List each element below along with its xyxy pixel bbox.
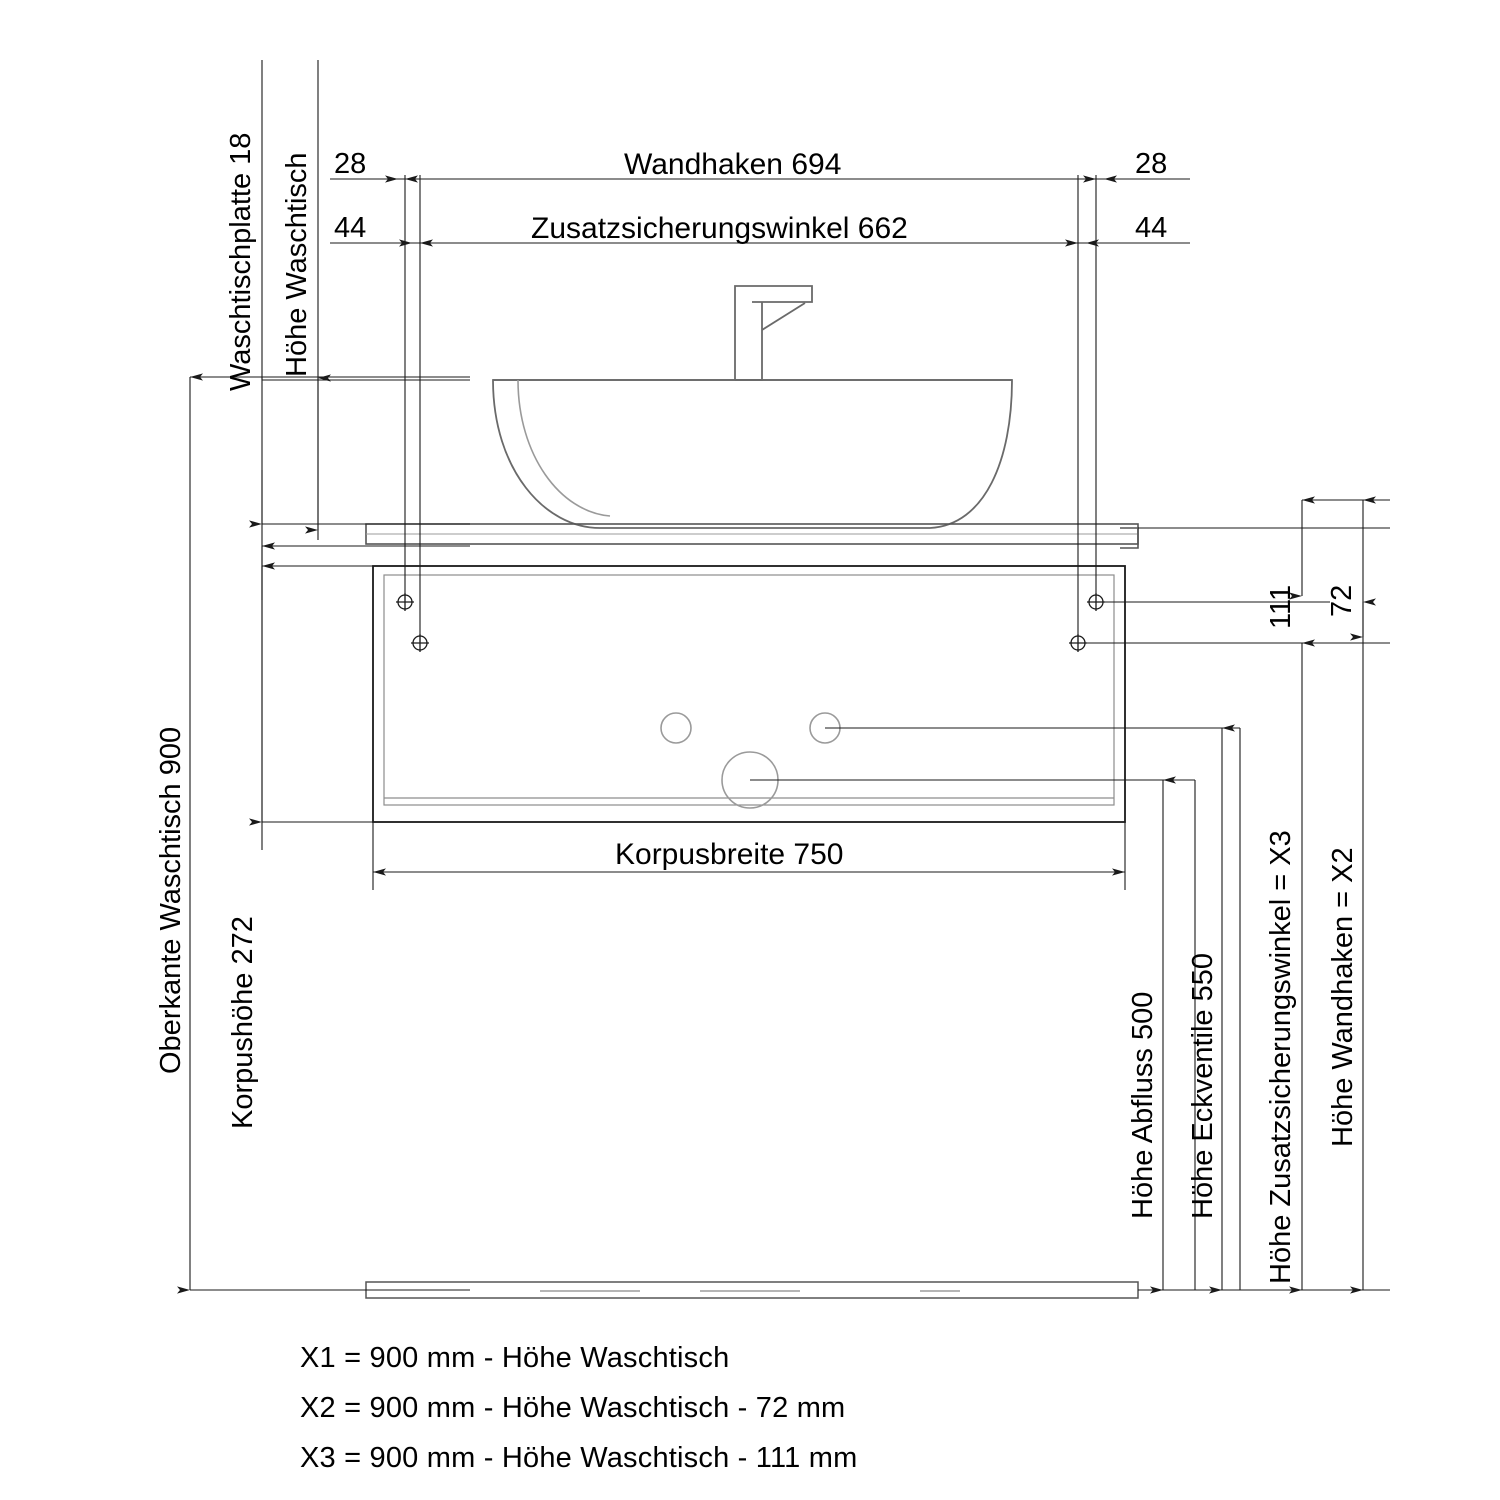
dimension-label-oberkante-waschtisch: Oberkante Waschtisch 900: [155, 726, 187, 1074]
cabinet-front: [384, 575, 1114, 805]
furniture-outline: [366, 286, 1138, 1298]
dimension-label-right-offset-bracket: 44: [1135, 212, 1168, 244]
dimension-label-left-offset-bracket: 44: [334, 212, 367, 244]
fixing-marks: [396, 593, 1105, 652]
formula-x3: X3 = 900 mm - Höhe Waschtisch - 111 mm: [300, 1442, 858, 1474]
dimension-label-hoehe-abfluss: Höhe Abfluss 500: [1127, 991, 1159, 1219]
dimension-label-111: 111: [1265, 584, 1297, 629]
cabinet-body: [373, 566, 1125, 822]
dimension-label-hoehe-eckventile: Höhe Eckventile 550: [1187, 953, 1219, 1219]
dimension-label-bracket-span: Zusatzsicherungswinkel 662: [531, 212, 908, 245]
dimension-label-hoehe-zusatzsicherungswinkel: Höhe Zusatzsicherungswinkel = X3: [1265, 830, 1297, 1284]
dimension-label-hoehe-wandhaken: Höhe Wandhaken = X2: [1327, 847, 1359, 1147]
formula-x2: X2 = 900 mm - Höhe Waschtisch - 72 mm: [300, 1392, 846, 1424]
dimension-label-korpusbreite: Korpusbreite 750: [615, 838, 844, 871]
basin-bowl: [493, 380, 1012, 528]
formula-x1: X1 = 900 mm - Höhe Waschtisch: [300, 1342, 730, 1374]
dimension-label-waschtischplatte: Waschtischplatte 18: [225, 132, 257, 391]
dimension-label-right-offset-hook: 28: [1135, 148, 1168, 180]
dimension-label-left-offset-hook: 28: [334, 148, 367, 180]
dimension-label-hook-span: Wandhaken 694: [624, 148, 842, 181]
dimension-label-hoehe-waschtisch: Höhe Waschtisch: [281, 152, 313, 377]
dimension-label-72: 72: [1326, 584, 1358, 617]
plumbing-connections: [661, 713, 840, 808]
dimension-label-korpushoehe: Korpushöhe 272: [227, 916, 259, 1129]
faucet: [735, 286, 812, 380]
